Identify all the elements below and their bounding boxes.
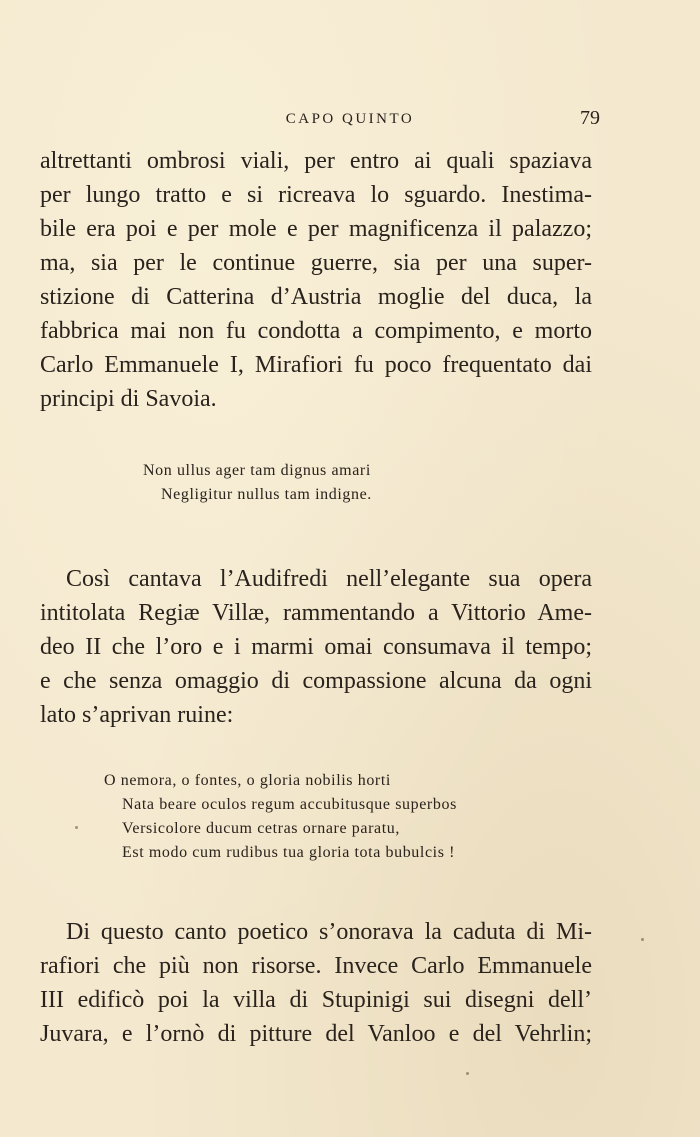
paragraph-line: Carlo Emmanuele I, Mirafiori fu poco frequentato dai: [40, 352, 592, 378]
quote-line: Non ullus ager tam dignus amari: [143, 462, 371, 479]
paragraph-line: fabbrica mai non fu condotta a compimento, e morto: [40, 318, 592, 344]
paper-speck: [641, 938, 644, 941]
page-number: 79: [580, 107, 600, 129]
paragraph-line: rafiori che più non risorse. Invece Carlo Emmanuele: [40, 953, 592, 979]
paragraph-2: [40, 562, 592, 732]
paragraph-line: principi di Savoia.: [40, 386, 217, 412]
paragraph-line: e che senza omaggio di compassione alcuna da ogni: [40, 668, 592, 694]
quote-line: O nemora, o fontes, o gloria nobilis horti: [104, 772, 391, 789]
paragraph-line: bile era poi e per mole e per magnificenza il palazzo;: [40, 216, 592, 242]
paragraph-line: stizione di Catterina d’Austria moglie del duca, la: [40, 284, 592, 310]
paragraph-line: altrettanti ombrosi viali, per entro ai quali spaziava: [40, 148, 592, 174]
paragraph-line: III edificò poi la villa di Stupinigi sui disegni dell’: [40, 987, 592, 1013]
quote-line: Versicolore ducum cetras ornare paratu,: [122, 820, 400, 837]
paper-speck: [466, 1072, 469, 1075]
running-head: [40, 107, 600, 137]
paragraph-line: Juvara, e l’ornò di pitture del Vanloo e del Vehrlin;: [40, 1021, 592, 1047]
paper-speck: [75, 826, 78, 829]
running-title: CAPO QUINTO: [285, 111, 415, 127]
paragraph-line: intitolata Regiæ Villæ, rammentando a Vittorio Ame-: [40, 600, 592, 626]
quote-line: Negligitur nullus tam indigne.: [161, 486, 372, 503]
quote-line: Est modo cum rudibus tua gloria tota bubulcis !: [122, 844, 456, 861]
paragraph-line: Così cantava l’Audifredi nell’elegante sua opera: [66, 566, 592, 592]
quote-line: Nata beare oculos regum accubitusque superbos: [122, 796, 457, 813]
latin-quote-1: [143, 459, 372, 507]
paragraph-line: lato s’aprivan ruine:: [40, 702, 234, 728]
paragraph-line: deo II che l’oro e i marmi omai consumava il tempo;: [40, 634, 592, 660]
paragraph-line: ma, sia per le continue guerre, sia per una super-: [40, 250, 592, 276]
paragraph-3: [40, 915, 592, 1051]
latin-quote-2: [104, 769, 457, 865]
paragraph-line: per lungo tratto e si ricreava lo sguardo. Inestima-: [40, 182, 592, 208]
paragraph-1: [40, 144, 592, 416]
paragraph-line: Di questo canto poetico s’onorava la caduta di Mi-: [66, 919, 592, 945]
